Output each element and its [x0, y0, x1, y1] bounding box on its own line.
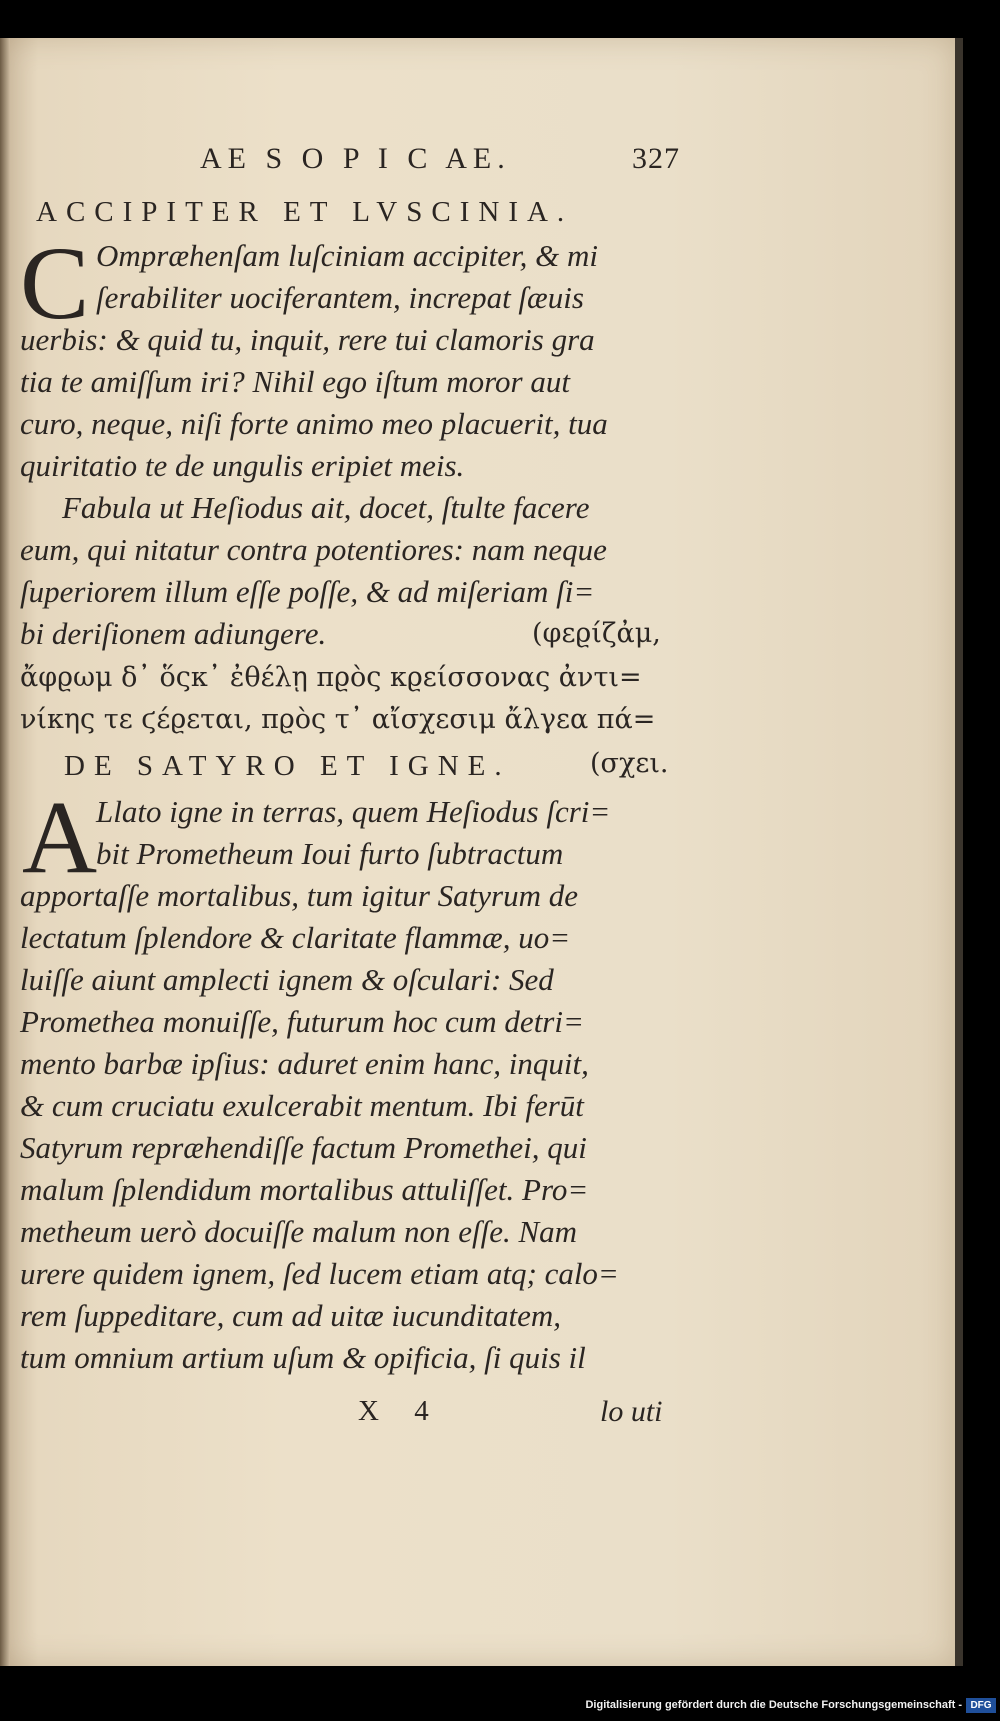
text-line: bit Prometheum Ioui furto ſubtractum [96, 836, 564, 871]
catchword: lo uti [600, 1395, 663, 1428]
text-line: quiritatio te de ungulis eripiet meis. [20, 448, 465, 483]
text-line: apportaſſe mortalibus, tum igitur Satyrum de [20, 878, 578, 913]
text-line: Promethea monuiſſe, futurum hoc cum detri= [20, 1004, 584, 1039]
page-edge [955, 38, 963, 1666]
text-line: tum omnium artium uſum & opificia, ſi quis il [20, 1340, 586, 1375]
running-header [200, 142, 680, 182]
text-line: Fabula ut Heſiodus ait, docet, ſtulte facere [62, 490, 590, 525]
fable-heading-1: ACCIPITER ET LVSCINIA. [36, 196, 574, 228]
page-number: 327 [632, 142, 680, 175]
text-line: rem ſuppeditare, cum ad uitæ iucunditatem, [20, 1298, 561, 1333]
fable-heading-2: DE SATYRO ET IGNE. [64, 750, 511, 782]
drop-cap-2: A [22, 780, 98, 895]
text-line: uerbis: & quid tu, inquit, rere tui clamoris gra [20, 322, 595, 357]
text-line: ſuperiorem illum eſſe poſſe, & ad miſeriam ſi= [20, 574, 595, 609]
text-line: lectatum ſplendore & claritate flammæ, uo= [20, 920, 571, 955]
text-line: bi deriſionem adiungere. [20, 616, 327, 651]
greek-text: (σχει. [590, 748, 669, 779]
footer-credit: Digitalisierung gefördert durch die Deutsche Forschungsgemeinschaft - [585, 1699, 962, 1711]
running-title: AE S O P I C AE. [200, 142, 511, 175]
text-line: curo, neque, niſi forte animo meo placuerit, tua [20, 406, 608, 441]
drop-cap-1: C [20, 226, 90, 341]
text-line: mento barbæ ipſius: aduret enim hanc, inquit, [20, 1046, 589, 1081]
text-line: tia te amiſſum iri? Nihil ego iſtum moror aut [20, 364, 570, 399]
page-gutter [0, 38, 10, 1666]
greek-text: (φεϱίζἀμ, [532, 618, 661, 649]
text-line: ſerabiliter uociferantem, increpat ſæuis [96, 280, 584, 315]
text-line: & cum cruciatu exulcerabit mentum. Ibi ferūt [20, 1088, 584, 1123]
dfg-logo: DFG [966, 1698, 996, 1713]
text-line: Ompræhenſam luſciniam accipiter, & mi [96, 238, 598, 273]
greek-line: ἄφϱωμ δ᾽ ὅςκ᾽ ἐθέλῃ πϱὸς κϱείσσονας ἀντι= [20, 662, 642, 693]
text-line: Llato igne in terras, quem Heſiodus ſcri= [96, 794, 611, 829]
text-line: luiſſe aiunt amplecti ignem & oſculari: Sed [20, 962, 554, 997]
text-line: Satyrum repræhendiſſe factum Promethei, qui [20, 1130, 587, 1165]
signature-mark: X 4 [358, 1395, 443, 1427]
text-line: malum ſplendidum mortalibus attuliſſet. Pro= [20, 1172, 589, 1207]
digitization-footer [0, 1695, 1000, 1721]
text-line: eum, qui nitatur contra potentiores: nam neque [20, 532, 607, 567]
text-line: metheum uerò docuiſſe malum non eſſe. Nam [20, 1214, 578, 1249]
greek-line: νίκης τε ϛέϱεται, πϱὸς τ᾽ αἴσχεσιμ ἄλγεα πά= [20, 704, 656, 735]
text-line: urere quidem ignem, ſed lucem etiam atq; calo= [20, 1256, 619, 1291]
